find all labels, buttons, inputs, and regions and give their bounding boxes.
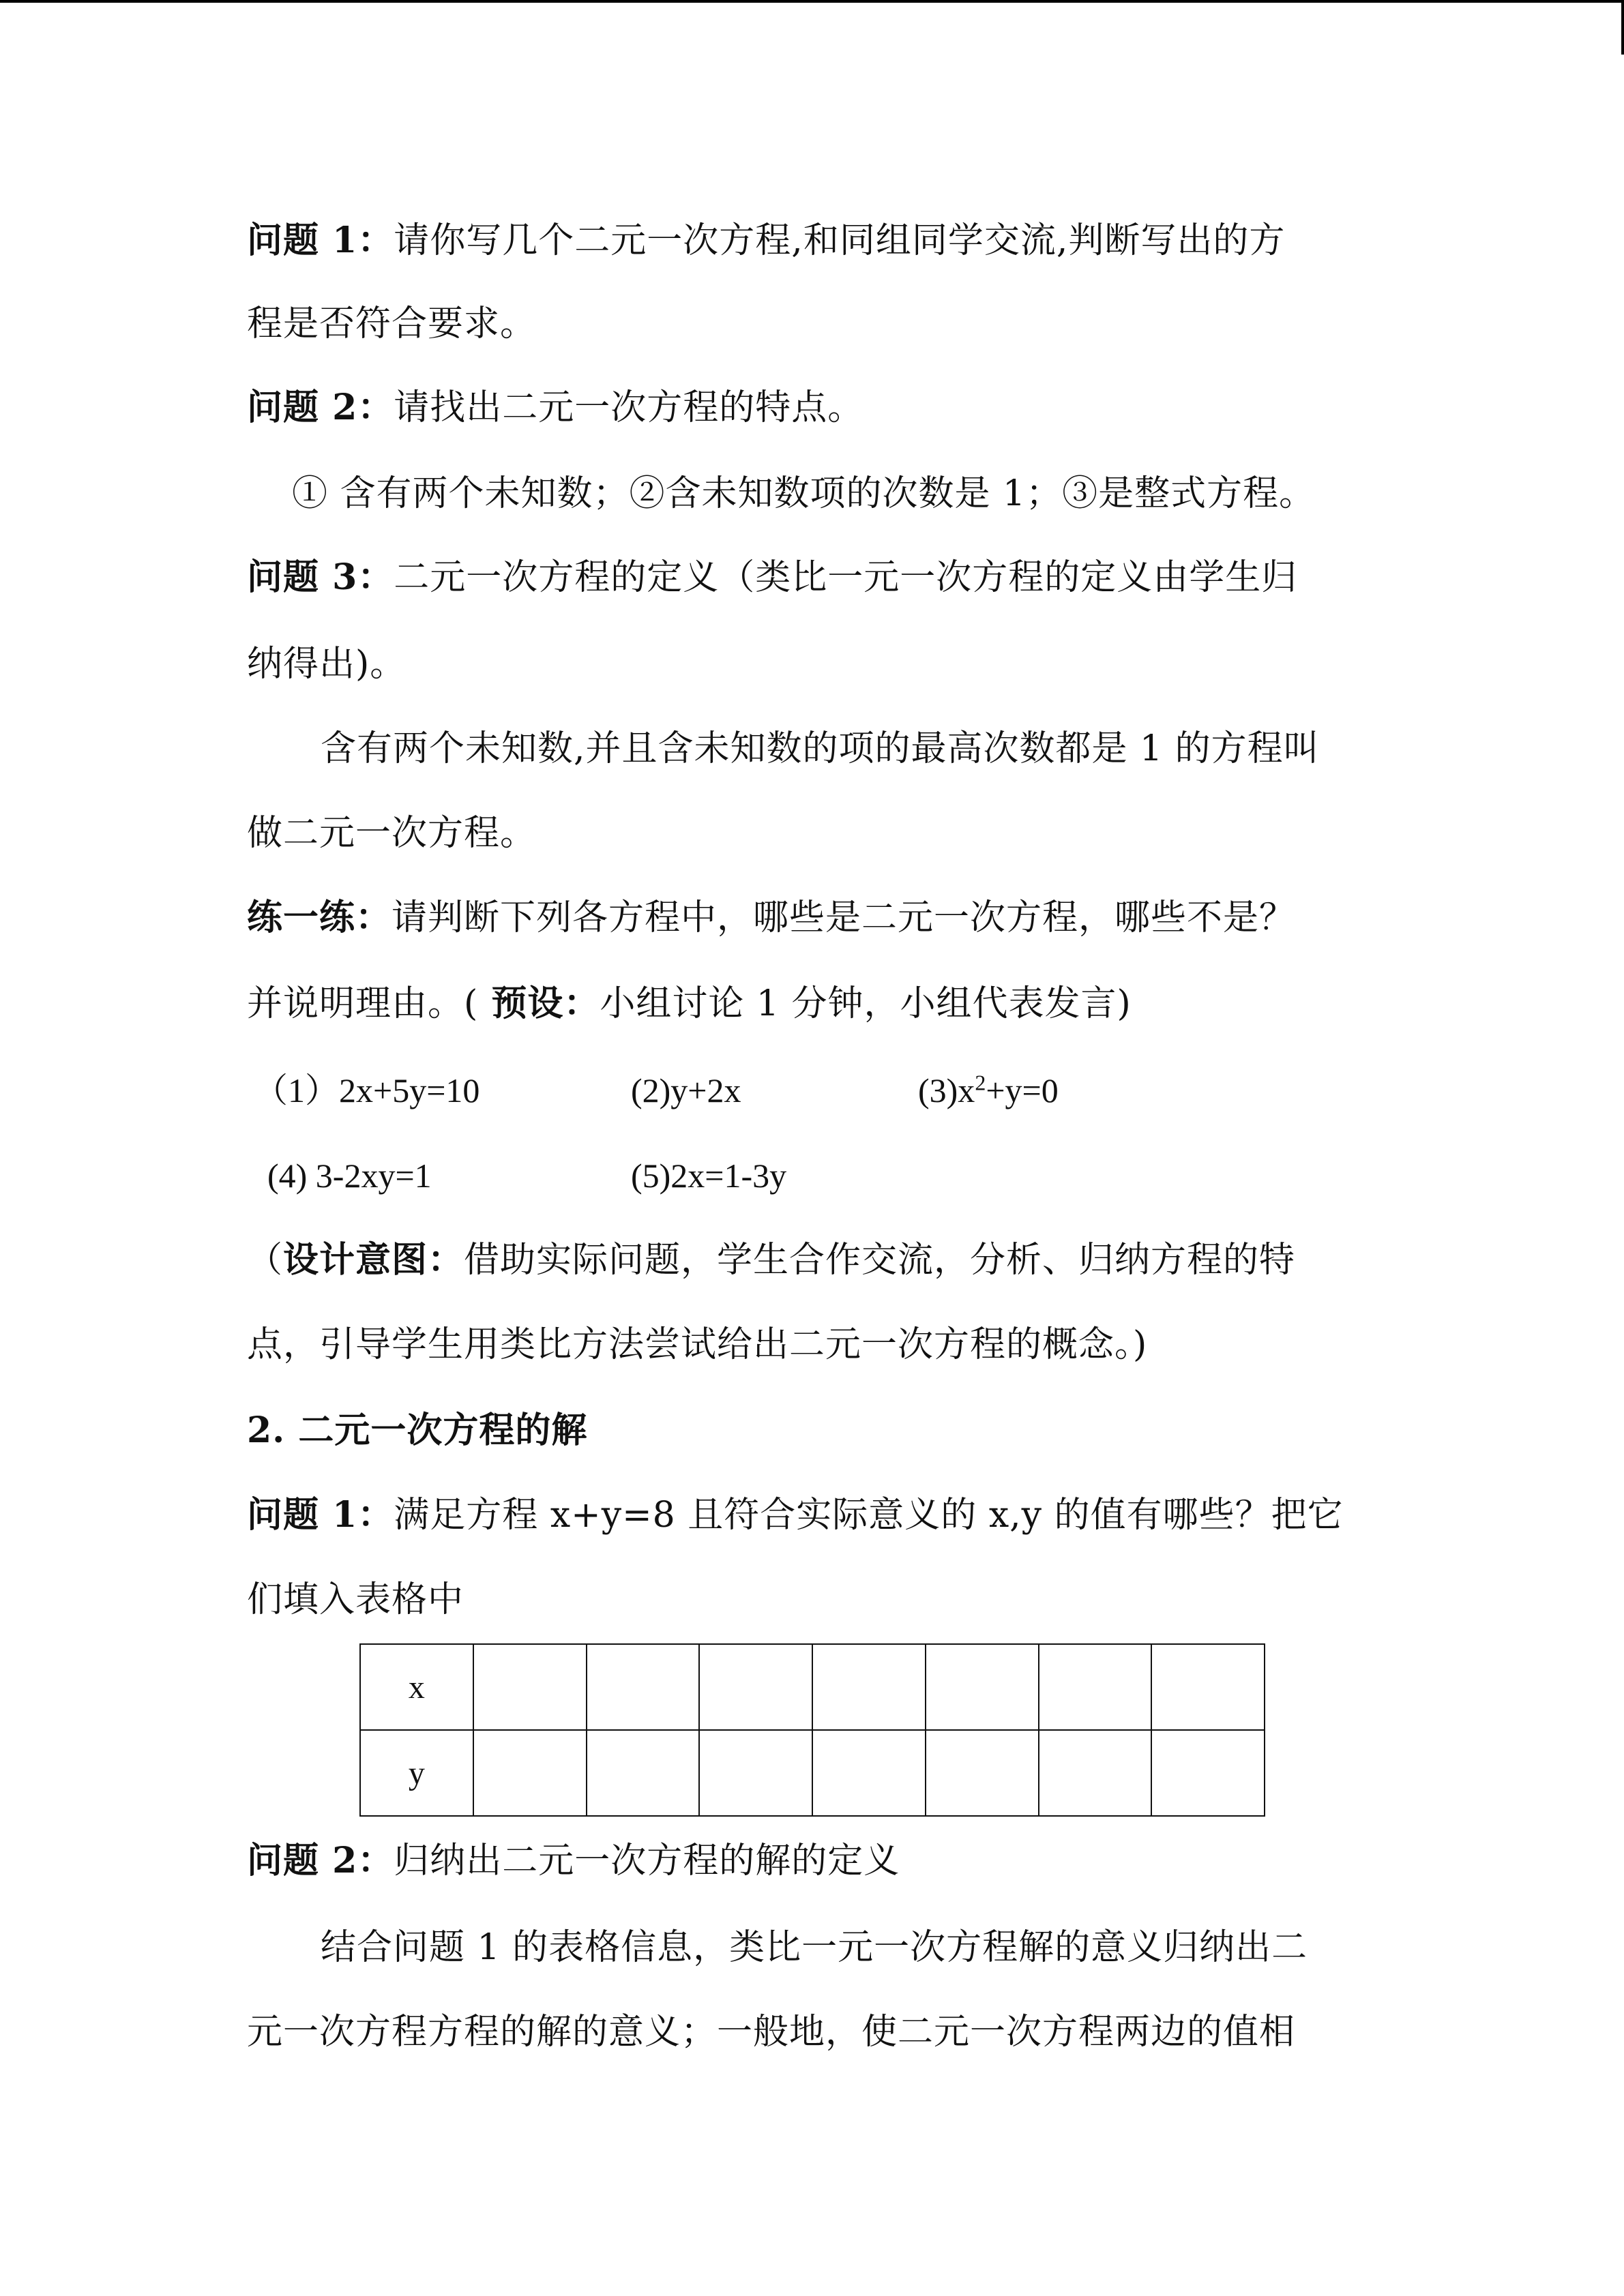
page-top-border bbox=[0, 0, 1624, 3]
table-row-header-x: x bbox=[360, 1644, 473, 1730]
table-cell-y-4[interactable] bbox=[812, 1730, 926, 1816]
table-row-x bbox=[360, 1644, 1265, 1730]
equation-1: （1）2x+5y=10 bbox=[254, 1071, 480, 1109]
table-cell-x-5[interactable] bbox=[926, 1644, 1039, 1730]
solution-question-1-line bbox=[247, 1493, 1344, 1537]
equation-5: (5)2x=1-3y bbox=[631, 1157, 787, 1195]
question-1-text: 请你写几个二元一次方程,和同组同学交流,判断写出的方 bbox=[394, 220, 1286, 261]
table-row-header-y: y bbox=[360, 1730, 473, 1816]
preset-text: 小组讨论 1 分钟，小组代表发言) bbox=[600, 983, 1132, 1024]
definition-continuation: 做二元一次方程。 bbox=[247, 813, 537, 854]
question-3-text: 二元一次方程的定义（类比一元一次方程的定义由学生归 bbox=[394, 557, 1298, 598]
page-right-border bbox=[1621, 0, 1624, 55]
question-1-line bbox=[247, 219, 1285, 263]
design-intent-line bbox=[247, 1238, 1295, 1282]
question-2-line bbox=[247, 386, 863, 430]
question-1-continuation: 程是否符合要求。 bbox=[247, 303, 537, 344]
table-cell-y-2[interactable] bbox=[587, 1730, 700, 1816]
table-cell-y-3[interactable] bbox=[699, 1730, 812, 1816]
section-2-heading: 2. 二元一次方程的解 bbox=[247, 1410, 588, 1451]
practice-continuation bbox=[247, 982, 1132, 1026]
design-intent-label: 设计意图： bbox=[283, 1239, 464, 1281]
table-cell-y-6[interactable] bbox=[1039, 1730, 1152, 1816]
table-cell-y-1[interactable] bbox=[473, 1730, 587, 1816]
question-3-continuation: 纳得出)。 bbox=[247, 644, 407, 685]
design-intent-text: 借助实际问题，学生合作交流，分析、归纳方程的特 bbox=[464, 1240, 1296, 1281]
solution-question-2-line bbox=[247, 1839, 900, 1883]
solution-question-1-label: 问题 1： bbox=[247, 1494, 394, 1536]
table-cell-y-7[interactable] bbox=[1151, 1730, 1265, 1816]
preset-label: 预设： bbox=[478, 983, 600, 1024]
question-1-label: 问题 1： bbox=[247, 220, 394, 261]
table-cell-x-1[interactable] bbox=[473, 1644, 587, 1730]
table-cell-x-3[interactable] bbox=[699, 1644, 812, 1730]
table-cell-y-5[interactable] bbox=[926, 1730, 1039, 1816]
table-cell-x-7[interactable] bbox=[1151, 1644, 1265, 1730]
practice-reason: 并说明理由。( bbox=[247, 983, 479, 1024]
table-cell-x-2[interactable] bbox=[587, 1644, 700, 1730]
definition-paragraph: 含有两个未知数,并且含未知数的项的最高次数都是 1 的方程叫 bbox=[321, 728, 1320, 769]
solution-question-2-label: 问题 2： bbox=[247, 1840, 394, 1881]
solution-question-1-text: 满足方程 x+y=8 且符合实际意义的 x,y 的值有哪些？把它 bbox=[394, 1495, 1344, 1536]
table-row-y bbox=[360, 1730, 1265, 1816]
design-open-paren: （ bbox=[247, 1240, 284, 1281]
solution-question-1-continuation: 们填入表格中 bbox=[247, 1579, 464, 1620]
solution-question-2-text: 归纳出二元一次方程的解的定义 bbox=[394, 1840, 900, 1881]
solution-paragraph-continuation: 元一次方程方程的解的意义；一般地，使二元一次方程两边的值相 bbox=[247, 2012, 1296, 2053]
table-cell-x-6[interactable] bbox=[1039, 1644, 1152, 1730]
practice-text: 请判断下列各方程中，哪些是二元一次方程，哪些不是？ bbox=[392, 897, 1296, 938]
features-list: ① 含有两个未知数；②含未知数项的次数是 1；③是整式方程。 bbox=[292, 473, 1316, 514]
question-3-line bbox=[247, 556, 1297, 599]
equation-3-rest: +y=0 bbox=[986, 1071, 1059, 1109]
xy-value-table bbox=[359, 1643, 1265, 1817]
practice-label: 练一练： bbox=[247, 897, 392, 938]
equation-3-exponent: 2 bbox=[975, 1070, 986, 1095]
equation-3 bbox=[918, 1069, 1059, 1112]
solution-paragraph: 结合问题 1 的表格信息，类比一元一次方程解的意义归纳出二 bbox=[321, 1927, 1308, 1968]
question-2-text: 请找出二元一次方程的特点。 bbox=[394, 387, 864, 428]
design-intent-continuation: 点，引导学生用类比方法尝试给出二元一次方程的概念。) bbox=[247, 1324, 1148, 1365]
practice-line bbox=[247, 896, 1295, 940]
question-2-label: 问题 2： bbox=[247, 387, 394, 428]
equation-4: (4) 3-2xy=1 bbox=[267, 1157, 432, 1195]
table-cell-x-4[interactable] bbox=[812, 1644, 926, 1730]
equation-2: (2)y+2x bbox=[631, 1071, 741, 1109]
equation-3-base: (3)x bbox=[918, 1071, 975, 1109]
question-3-label: 问题 3： bbox=[247, 556, 394, 598]
